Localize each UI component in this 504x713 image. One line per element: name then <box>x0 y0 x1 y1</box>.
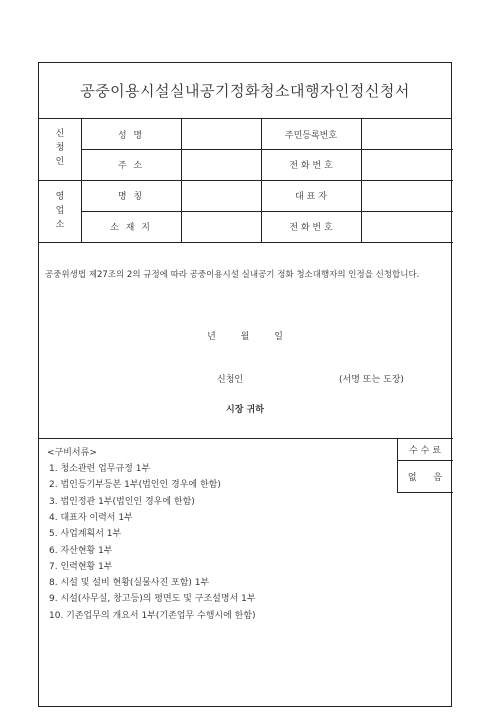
address-label: 주 소 <box>117 161 145 171</box>
attachment-item: 2. 법인등기부등본 1부(법인인 경우에 한함) <box>49 480 221 491</box>
name-label: 성 명 <box>117 130 145 141</box>
representative-field[interactable] <box>361 180 453 211</box>
recipient: 시장 귀하 <box>226 405 264 415</box>
attachment-item: 10. 기존업무의 개요서 1부(기존업무 수행시에 한함) <box>49 610 256 621</box>
fee-value: 없 음 <box>407 472 443 483</box>
statement-text: 공중위생법 제27조의 2의 규정에 따라 공중이용시설 실내공기 정화 청소대행자의 인정을 신청합니다. <box>45 270 420 280</box>
business-section-label <box>39 190 81 232</box>
location-field[interactable] <box>181 211 261 242</box>
applicant-phone-label: 전 화 번 호 <box>289 161 333 171</box>
business-section-text: 영업소 <box>55 192 65 230</box>
attachment-item: 7. 인력현황 1부 <box>49 561 113 572</box>
application-form <box>38 62 452 707</box>
applicant-phone-field[interactable] <box>361 149 453 180</box>
applicant-section-text: 신청인 <box>55 129 65 167</box>
address-field[interactable] <box>181 149 261 180</box>
attachment-item: 5. 사업계획서 1부 <box>49 529 122 540</box>
form-title: 공중이용시설실내공기정화청소대행자인정신청서 <box>39 63 451 119</box>
attachment-item: 4. 대표자 이력서 1부 <box>49 512 133 523</box>
name-field[interactable] <box>181 119 261 149</box>
attachment-item: 1. 청소관련 업무규정 1부 <box>49 464 151 474</box>
attachment-item: 8. 시설 및 설비 현황(실물사진 포함) 1부 <box>49 578 210 589</box>
applicant-section-label <box>39 127 81 169</box>
attachment-item: 6. 자산현황 1부 <box>49 545 113 556</box>
business-phone-label: 전 화 번 호 <box>289 223 333 233</box>
section-divider <box>39 438 453 439</box>
attachments-header: <구비서류> <box>47 448 97 458</box>
business-name-label: 명 칭 <box>117 192 145 202</box>
rrn-label: 주민등록번호 <box>284 130 338 141</box>
business-name-field[interactable] <box>181 180 261 211</box>
signature-label: 신청인 <box>217 375 244 385</box>
business-phone-field[interactable] <box>361 211 453 242</box>
location-label: 소 재 지 <box>110 223 152 233</box>
section-divider <box>39 242 453 243</box>
attachment-item: 9. 시설(사무실, 창고등)의 평면도 및 구조설명서 1부 <box>49 594 256 605</box>
date-line: 년 월 일 <box>207 332 283 342</box>
attachment-item: 3. 법인정관 1부(법인인 경우에 한함) <box>49 496 195 507</box>
rrn-field[interactable] <box>361 119 453 149</box>
representative-label: 대 표 자 <box>295 192 327 202</box>
fee-label: 수 수 료 <box>409 445 441 456</box>
row-divider <box>397 492 453 493</box>
signature-note: (서명 또는 도장) <box>339 375 404 385</box>
